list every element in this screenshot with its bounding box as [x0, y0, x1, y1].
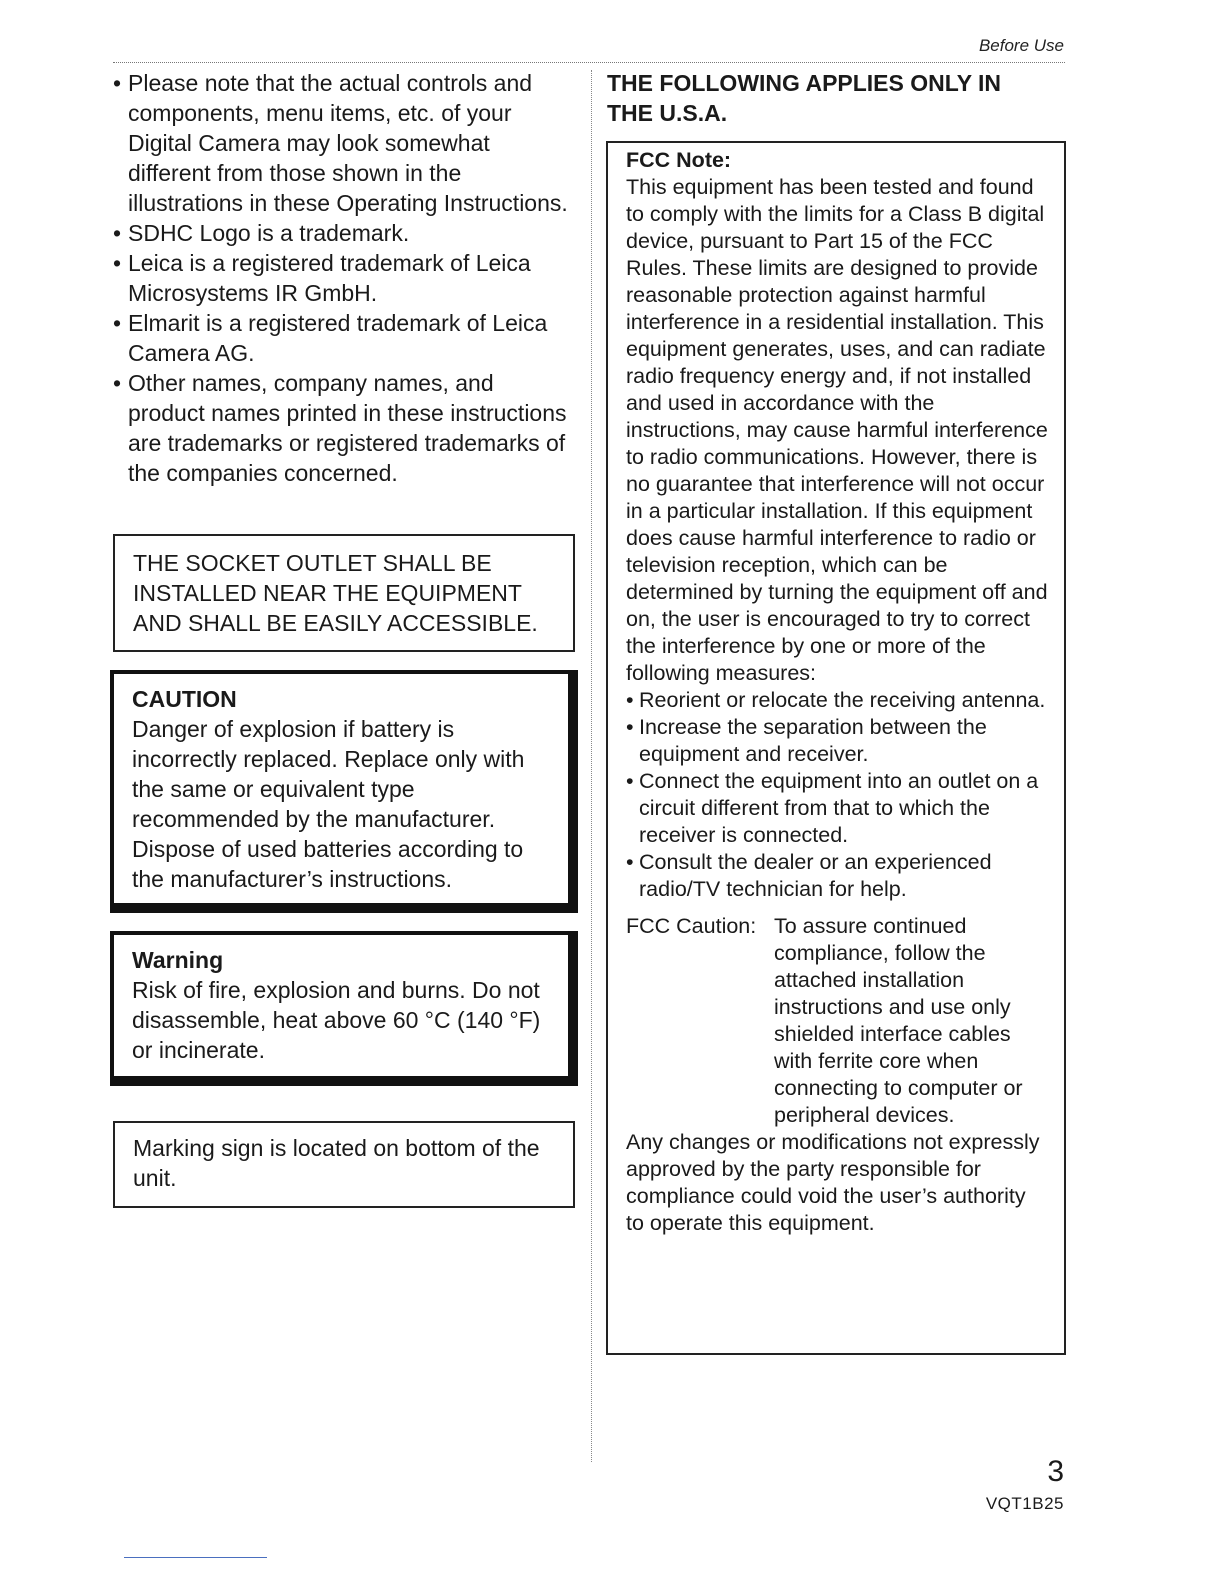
warning-box: [110, 931, 578, 1086]
fcc-caution-text: To assure continued compliance, follow the attached installation instructions and use only shielded interface cables with ferrite core when connecting to computer or peripheral devices.: [774, 914, 1023, 1127]
fcc-note-box: [606, 141, 1066, 1355]
caution-box: [110, 670, 578, 913]
bottom-rule: [124, 1557, 267, 1558]
list-item: • Elmarit is a registered trademark of Leica Camera AG.: [113, 308, 575, 368]
warning-text: Risk of fire, explosion and burns. Do not disassemble, heat above 60 °C (140 °F) or incinerate.: [132, 977, 541, 1063]
list-item: • SDHC Logo is a trademark.: [113, 218, 575, 248]
marking-text: Marking sign is located on bottom of the unit.: [133, 1135, 540, 1191]
list-item: • Please note that the actual controls and components, menu items, etc. of your Digital Camera may look somewhat different from those shown in the illustrations in these Operating Instructions.: [113, 68, 575, 218]
document-code: VQT1B25: [985, 1494, 1064, 1513]
fcc-note-text: This equipment has been tested and found to comply with the limits for a Class B digital device, pursuant to Part 15 of the FCC Rules. These limits are designed to provide reasonable protection against harmful interference in a residential installation. This equipment generates, uses, and can radiate radio frequency energy and, if not installed and used in accordance with the instructions, may cause harmful interference to radio communications. However, there is no guarantee that interference will not occur in a particular installation. If this equipment does cause harmful interference to radio or television reception, which can be determined by turning the equipment off and on, the user is encouraged to try to correct the interference by one or more of the following measures:: [626, 175, 1048, 685]
page-number: 3: [1047, 1455, 1064, 1488]
caution-title: CAUTION: [132, 686, 237, 712]
fcc-changes-text: Any changes or modifications not expressly approved by the party responsible for compliance could void the user’s authority to operate this equipment.: [626, 1130, 1040, 1235]
fcc-measures-list: [626, 687, 1048, 903]
warning-title: Warning: [132, 947, 224, 973]
list-item: • Connect the equipment into an outlet on a circuit different from that to which the receiver is connected.: [626, 768, 1048, 849]
list-item: • Leica is a registered trademark of Leica Microsystems IR GmbH.: [113, 248, 575, 308]
list-item: • Increase the separation between the equipment and receiver.: [626, 714, 1048, 768]
socket-outlet-notice: [113, 534, 575, 652]
fcc-note-title: FCC Note:: [626, 148, 732, 172]
column-divider: [591, 70, 592, 1462]
list-item: • Other names, company names, and product names printed in these instructions are trademarks or registered trademarks of the companies concerned.: [113, 368, 575, 488]
list-item: • Reorient or relocate the receiving antenna.: [626, 687, 1048, 714]
fcc-caution: [626, 913, 1048, 1129]
notes-list: [113, 68, 575, 488]
socket-notice-text: THE SOCKET OUTLET SHALL BE INSTALLED NEAR THE EQUIPMENT AND SHALL BE EASILY ACCESSIBLE.: [133, 550, 538, 636]
usa-heading: THE FOLLOWING APPLIES ONLY IN THE U.S.A.: [607, 70, 1002, 126]
header-divider: [113, 62, 1065, 63]
fcc-caution-label: FCC Caution:: [626, 914, 757, 938]
marking-notice: [113, 1121, 575, 1208]
section-header: Before Use: [978, 36, 1064, 55]
list-item: • Consult the dealer or an experienced radio/TV technician for help.: [626, 849, 1048, 903]
caution-text: Danger of explosion if battery is incorrectly replaced. Replace only with the same or equivalent type recommended by the manufacturer. Dispose of used batteries according to the manufacturer’s instructions.: [132, 716, 525, 892]
